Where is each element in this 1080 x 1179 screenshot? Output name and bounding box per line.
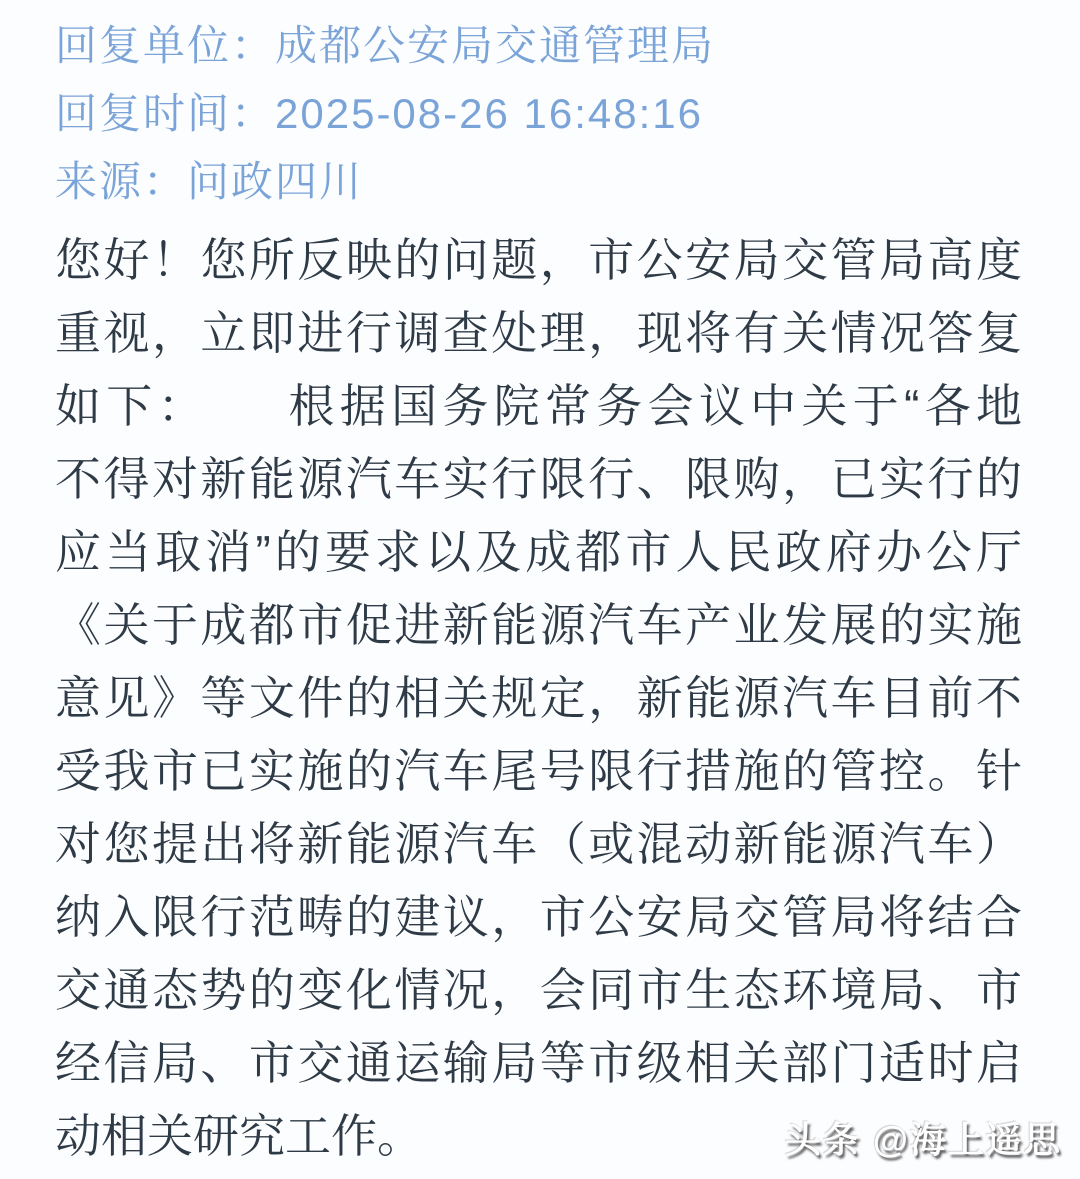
body-line: 如下： 根据国务院常务会议中关于“各地 bbox=[55, 380, 1022, 432]
watermark bbox=[785, 1112, 1062, 1163]
body-line: 经信局、市交通运输局等市级相关部门适时启 bbox=[55, 1037, 1022, 1089]
source-value: 问政四川 bbox=[187, 158, 364, 205]
body-line: 对您提出将新能源汽车（或混动新能源汽车） bbox=[55, 818, 1022, 870]
watermark-handle: @海上遥思 bbox=[872, 1119, 1062, 1160]
body-line: 您好！您所反映的问题，市公安局交管局高度 bbox=[55, 234, 1022, 286]
reply-time-value: 2025-08-26 16:48:16 bbox=[275, 90, 704, 137]
body-line: 纳入限行范畴的建议，市公安局交管局将结合 bbox=[55, 891, 1022, 943]
reply-unit-line bbox=[55, 12, 1020, 80]
reply-time-line bbox=[55, 80, 1020, 148]
reply-body-text bbox=[55, 224, 1022, 1173]
body-line: 交通态势的变化情况，会同市生态环境局、市 bbox=[55, 964, 1022, 1016]
body-line: 重视，立即进行调查处理，现将有关情况答复 bbox=[55, 307, 1022, 359]
reply-time-label: 回复时间： bbox=[55, 90, 276, 137]
reply-unit-label: 回复单位： bbox=[55, 22, 276, 69]
source-line bbox=[55, 148, 1020, 216]
watermark-platform: 头条 bbox=[784, 1119, 861, 1160]
body-line: 受我市已实施的汽车尾号限行措施的管控。针 bbox=[55, 745, 1022, 797]
reply-unit-value: 成都公安局交通管理局 bbox=[275, 22, 716, 69]
body-line: 《关于成都市促进新能源汽车产业发展的实施 bbox=[55, 599, 1022, 651]
body-line: 动相关研究工作。 bbox=[55, 1110, 423, 1162]
reply-header bbox=[55, 12, 1020, 216]
body-line: 应当取消”的要求以及成都市人民政府办公厅 bbox=[55, 526, 1022, 578]
source-label: 来源： bbox=[55, 158, 188, 205]
body-line: 不得对新能源汽车实行限行、限购，已实行的 bbox=[55, 453, 1022, 505]
body-line: 意见》等文件的相关规定，新能源汽车目前不 bbox=[55, 672, 1022, 724]
